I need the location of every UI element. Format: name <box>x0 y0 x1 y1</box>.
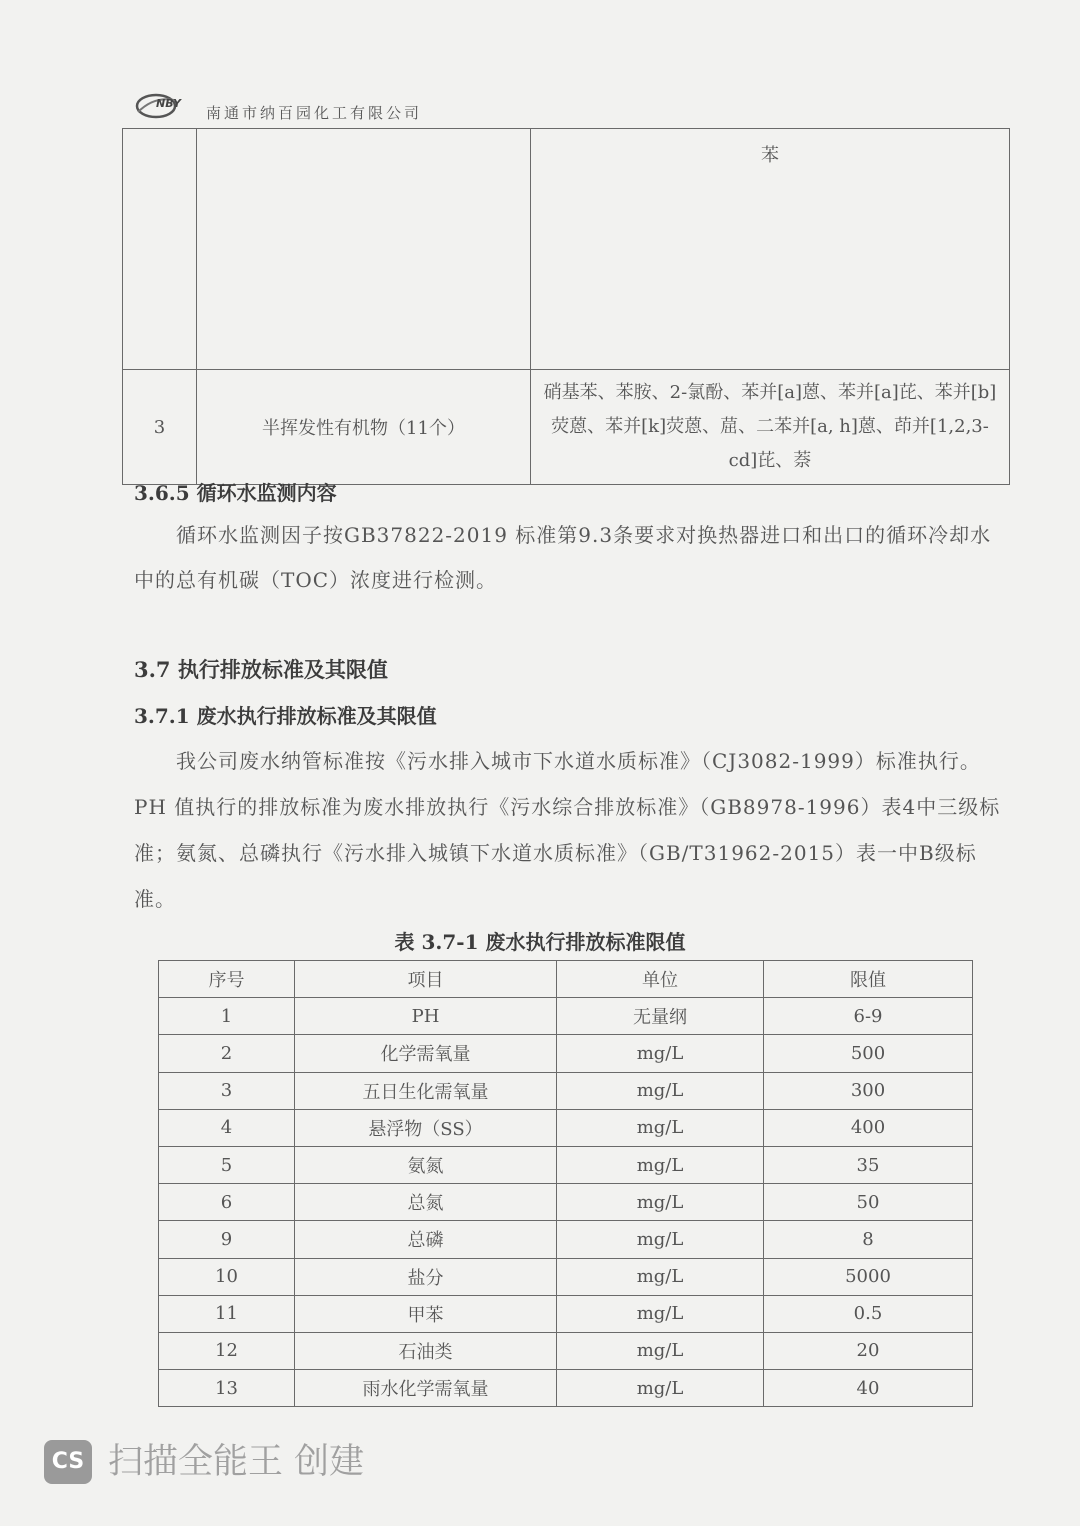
table-cell: PH <box>295 998 557 1035</box>
table-cell: mg/L <box>557 1370 764 1407</box>
table-row <box>159 1295 973 1332</box>
table-cell: 悬浮物（SS） <box>295 1109 557 1146</box>
table-row <box>159 1370 973 1407</box>
column-header: 序号 <box>159 961 295 998</box>
table-cell-number: 3 <box>123 370 197 485</box>
table-cell: 35 <box>764 1146 973 1183</box>
watermark-text: 扫描全能王 创建 <box>108 1442 365 1482</box>
table-cell: 13 <box>159 1370 295 1407</box>
table-row <box>159 1184 973 1221</box>
table-cell: 苯 <box>531 129 1010 370</box>
table-cell <box>197 129 531 370</box>
table-cell: mg/L <box>557 1146 764 1183</box>
table-cell: 氨氮 <box>295 1146 557 1183</box>
svg-text:NBY: NBY <box>156 97 181 110</box>
section-heading-3-6-5: 3.6.5 循环水监测内容 <box>134 481 337 505</box>
table-row <box>159 1221 973 1258</box>
company-name: 南通市纳百园化工有限公司 <box>206 104 423 122</box>
table-cell-items: 硝基苯、苯胺、2-氯酚、苯并[a]蒽、苯并[a]芘、苯并[b]荧蒽、苯并[k]荧蒽、䓛、二苯并[a, h]蒽、茚并[1,2,3-cd]芘、萘 <box>531 370 1010 485</box>
table-cell: 五日生化需氧量 <box>295 1072 557 1109</box>
table-cell: 2 <box>159 1035 295 1072</box>
column-header: 项目 <box>295 961 557 998</box>
table-row <box>159 998 973 1035</box>
table-cell-name: 半挥发性有机物（11个） <box>197 370 531 485</box>
table-cell: 11 <box>159 1295 295 1332</box>
table-caption: 表 3.7-1 废水执行排放标准限值 <box>394 930 686 954</box>
company-logo <box>134 90 196 120</box>
table-cell: mg/L <box>557 1184 764 1221</box>
camscanner-logo-icon: CS <box>44 1440 92 1484</box>
table-cell: mg/L <box>557 1295 764 1332</box>
table-cell: 9 <box>159 1221 295 1258</box>
table-cell: 5 <box>159 1146 295 1183</box>
table-cell: 总磷 <box>295 1221 557 1258</box>
table-cell: 8 <box>764 1221 973 1258</box>
table-cell: 盐分 <box>295 1258 557 1295</box>
table-row <box>159 1332 973 1369</box>
table-cell: 6-9 <box>764 998 973 1035</box>
discharge-limits-table <box>158 960 973 1407</box>
table-row <box>159 1146 973 1183</box>
table-cell: mg/L <box>557 1035 764 1072</box>
table-cell: 1 <box>159 998 295 1035</box>
table-cell: 0.5 <box>764 1295 973 1332</box>
table-row <box>159 1035 973 1072</box>
page-header <box>134 84 1014 130</box>
table-cell: mg/L <box>557 1109 764 1146</box>
table-cell: 石油类 <box>295 1332 557 1369</box>
table-row <box>123 370 1010 485</box>
table-cell: mg/L <box>557 1072 764 1109</box>
table-cell: mg/L <box>557 1221 764 1258</box>
section-heading-3-7-1: 3.7.1 废水执行排放标准及其限值 <box>134 704 437 728</box>
section-heading-3-7: 3.7 执行排放标准及其限值 <box>134 657 388 682</box>
table-cell: 6 <box>159 1184 295 1221</box>
table-row <box>159 1072 973 1109</box>
column-header: 限值 <box>764 961 973 998</box>
table-cell: 500 <box>764 1035 973 1072</box>
table-cell: 无量纲 <box>557 998 764 1035</box>
table-cell: 12 <box>159 1332 295 1369</box>
table-row <box>159 1109 973 1146</box>
table-cell: 20 <box>764 1332 973 1369</box>
table-cell: 化学需氧量 <box>295 1035 557 1072</box>
continued-table <box>122 128 1010 485</box>
section-paragraph-3-6-5: 循环水监测因子按GB37822-2019 标准第9.3条要求对换热器进口和出口的循环冷却水中的总有机碳（TOC）浓度进行检测。 <box>134 523 992 592</box>
table-cell: 10 <box>159 1258 295 1295</box>
table-cell: 400 <box>764 1109 973 1146</box>
table-header-row <box>159 961 973 998</box>
table-cell: 40 <box>764 1370 973 1407</box>
table-cell: 5000 <box>764 1258 973 1295</box>
table-cell: 300 <box>764 1072 973 1109</box>
table-cell: 50 <box>764 1184 973 1221</box>
table-cell: mg/L <box>557 1258 764 1295</box>
table-cell <box>123 129 197 370</box>
table-cell: 总氮 <box>295 1184 557 1221</box>
table-cell: 雨水化学需氧量 <box>295 1370 557 1407</box>
column-header: 单位 <box>557 961 764 998</box>
section-paragraph-3-7-1: 我公司废水纳管标准按《污水排入城市下水道水质标准》（CJ3082-1999）标准执行。PH 值执行的排放标准为废水排放执行《污水综合排放标准》（GB8978-1996）表4中三级标准；氨氮、总磷执行《污水排入城镇下水道水质标准》（GB/T31962-2015）表一中B级标准。 <box>134 749 1001 911</box>
table-cell: 4 <box>159 1109 295 1146</box>
table-row <box>159 1258 973 1295</box>
table-cell: 甲苯 <box>295 1295 557 1332</box>
table-row <box>123 129 1010 370</box>
table-cell: mg/L <box>557 1332 764 1369</box>
table-cell: 3 <box>159 1072 295 1109</box>
